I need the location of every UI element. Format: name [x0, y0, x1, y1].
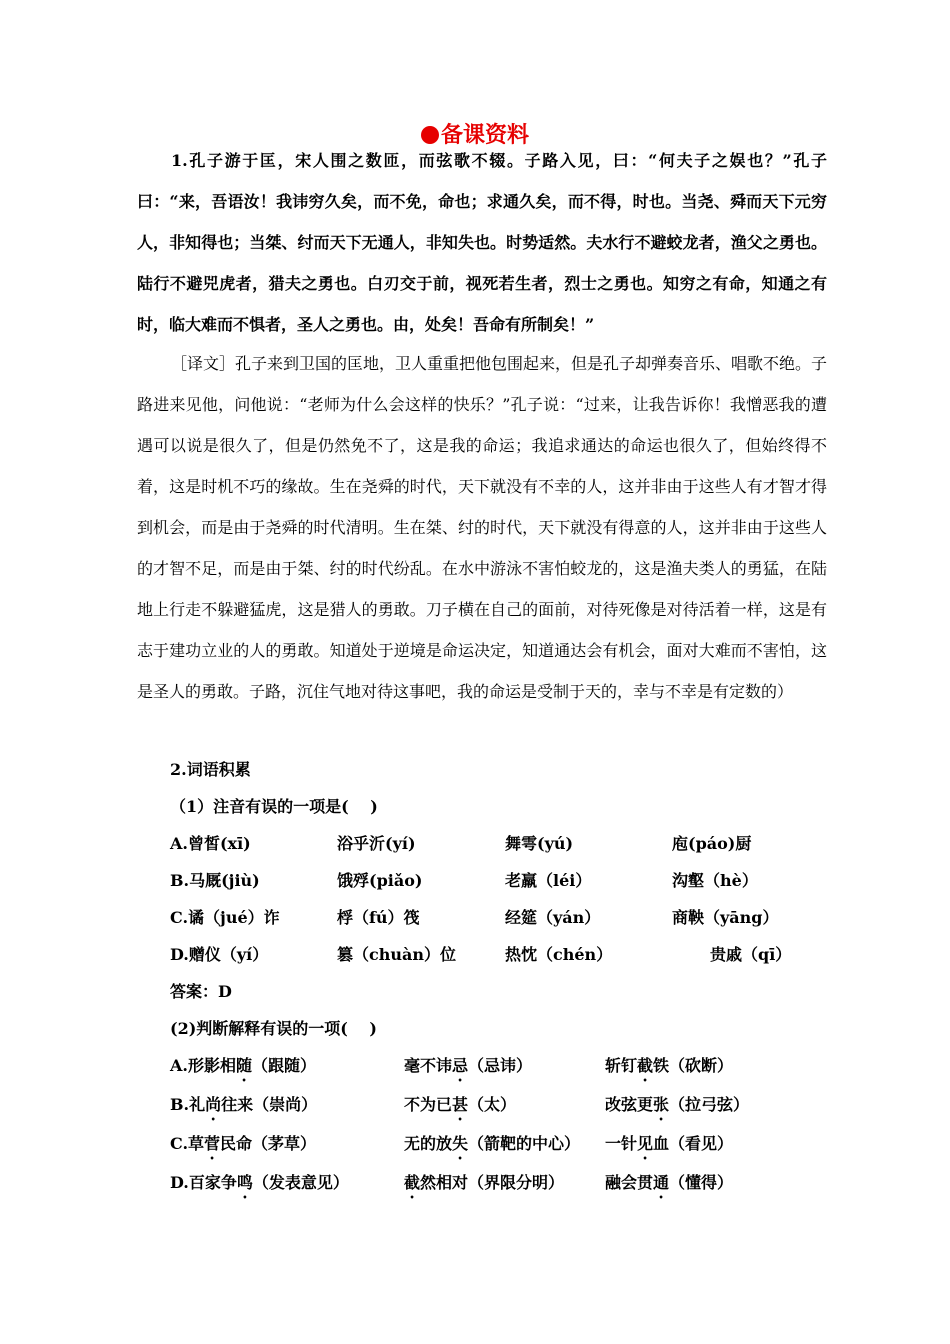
q2-option-b-3: 改弦更张（拉弓弦）: [605, 1095, 750, 1114]
q2-option-c-3: 一针见血（看见）: [605, 1134, 734, 1153]
q1-option-d-1: D.赠仪（yí）: [170, 945, 269, 964]
q2-option-c-2: 无的放失（箭靶的中心）: [404, 1134, 581, 1153]
q2-option-b-1: B.礼尚往来（崇尚）: [170, 1095, 318, 1114]
translation-passage: ［译文］孔子来到卫国的匡地，卫人重重把他包围起来，但是孔子却弹奏音乐、唱歌不绝。子路进来见他，问他说：“老师为什么会这样的快乐？”孔子说：“过来，让我告诉你！我憎恶我的遭遇可以说是很久了，但是仍然免不了，这是我的命运；我追求通达的命运也很久了，但始终得不着，这是时机不巧的缘故。生在尧舜的时代，天下就没有不幸的人，这并非由于这些人有才智才得到机会，而是由于尧舜的时代清明。生在桀、纣的时代，天下就没有得意的人，这并非由于这些人的才智不足，而是由于桀、纣的时代纷乱。在水中游泳不害怕蛟龙的，这是渔夫类人的勇猛，在陆地上行走不躲避猛虎，这是猎人的勇敢。刀子横在自己的面前，对待死像是对待活着一样，这是有志于建功立业的人的勇敢。知道处于逆境是命运决定，知道通达会有机会，面对大难而不害怕，这是圣人的勇敢。子路，沉住气地对待这事吧，我的命运是受制于天的，幸与不幸是有定数的）: [137, 354, 828, 701]
q1-option-c-3: 经筵（yán）: [505, 908, 601, 927]
q1-option-c-2: 桴（fú）筏: [337, 908, 420, 927]
question-1-prompt: （1）注音有误的一项是( ): [170, 797, 378, 816]
q1-option-a-4: 庖(páo)厨: [672, 834, 752, 853]
classical-passage: 1.孔子游于匡，宋人围之数匝，而弦歌不辍。子路入见，曰：“何夫子之娱也？”孔子曰：“来，吾语汝！我讳穷久矣，而不免，命也；求通久矣，而不得，时也。当尧、舜而天下元穷人，非知得也；当桀、纣而天下无通人，非知失也。时势适然。夫水行不避蛟龙者，渔父之勇也。陆行不避兕虎者，猎夫之勇也。白刃交于前，视死若生者，烈士之勇也。知穷之有命，知通之有时，临大难而不惧者，圣人之勇也。由，处矣！吾命有所制矣！”: [137, 151, 827, 334]
q2-option-a-2: 毫不讳忌（忌讳）: [404, 1056, 533, 1075]
q1-option-b-1: B.马厩(jiù): [170, 871, 260, 890]
q1-option-d-2: 篡（chuàn）位: [337, 945, 457, 964]
q2-option-a-1: A.形影相随（跟随）: [170, 1056, 317, 1075]
q1-option-c-1: C.谲（jué）诈: [170, 908, 280, 927]
title-text: 备课资料: [440, 122, 529, 148]
question-2-prompt: (2)判断解释有误的一项( ): [170, 1019, 377, 1038]
q2-option-b-2: 不为已甚（太）: [404, 1095, 517, 1114]
q1-option-c-4: 商鞅（yāng）: [672, 908, 779, 927]
section-heading: 2.词语积累: [170, 760, 251, 779]
q2-option-d-1: D.百家争鸣（发表意见）: [170, 1173, 349, 1192]
q1-option-b-4: 沟壑（hè）: [672, 871, 758, 890]
q1-option-a-1: A.曾皙(xī): [170, 834, 251, 853]
q2-option-d-2: 截然相对（界限分明）: [404, 1173, 565, 1192]
q1-option-d-4: 贵戚（qī）: [710, 945, 792, 964]
q1-option-d-3: 热忱（chén）: [505, 945, 613, 964]
q1-option-b-2: 饿殍(piǎo): [337, 871, 423, 890]
q1-option-b-3: 老羸（léi）: [505, 871, 592, 890]
q2-option-c-1: C.草菅民命（茅草）: [170, 1134, 317, 1153]
q2-option-a-3: 斩钉截铁（砍断）: [605, 1056, 734, 1075]
q1-option-a-3: 舞雩(yú): [505, 834, 574, 853]
q1-option-a-2: 浴乎沂(yí): [337, 834, 416, 853]
question-1-answer: 答案：D: [170, 982, 232, 1001]
q2-option-d-3: 融会贯通（懂得）: [605, 1173, 734, 1192]
